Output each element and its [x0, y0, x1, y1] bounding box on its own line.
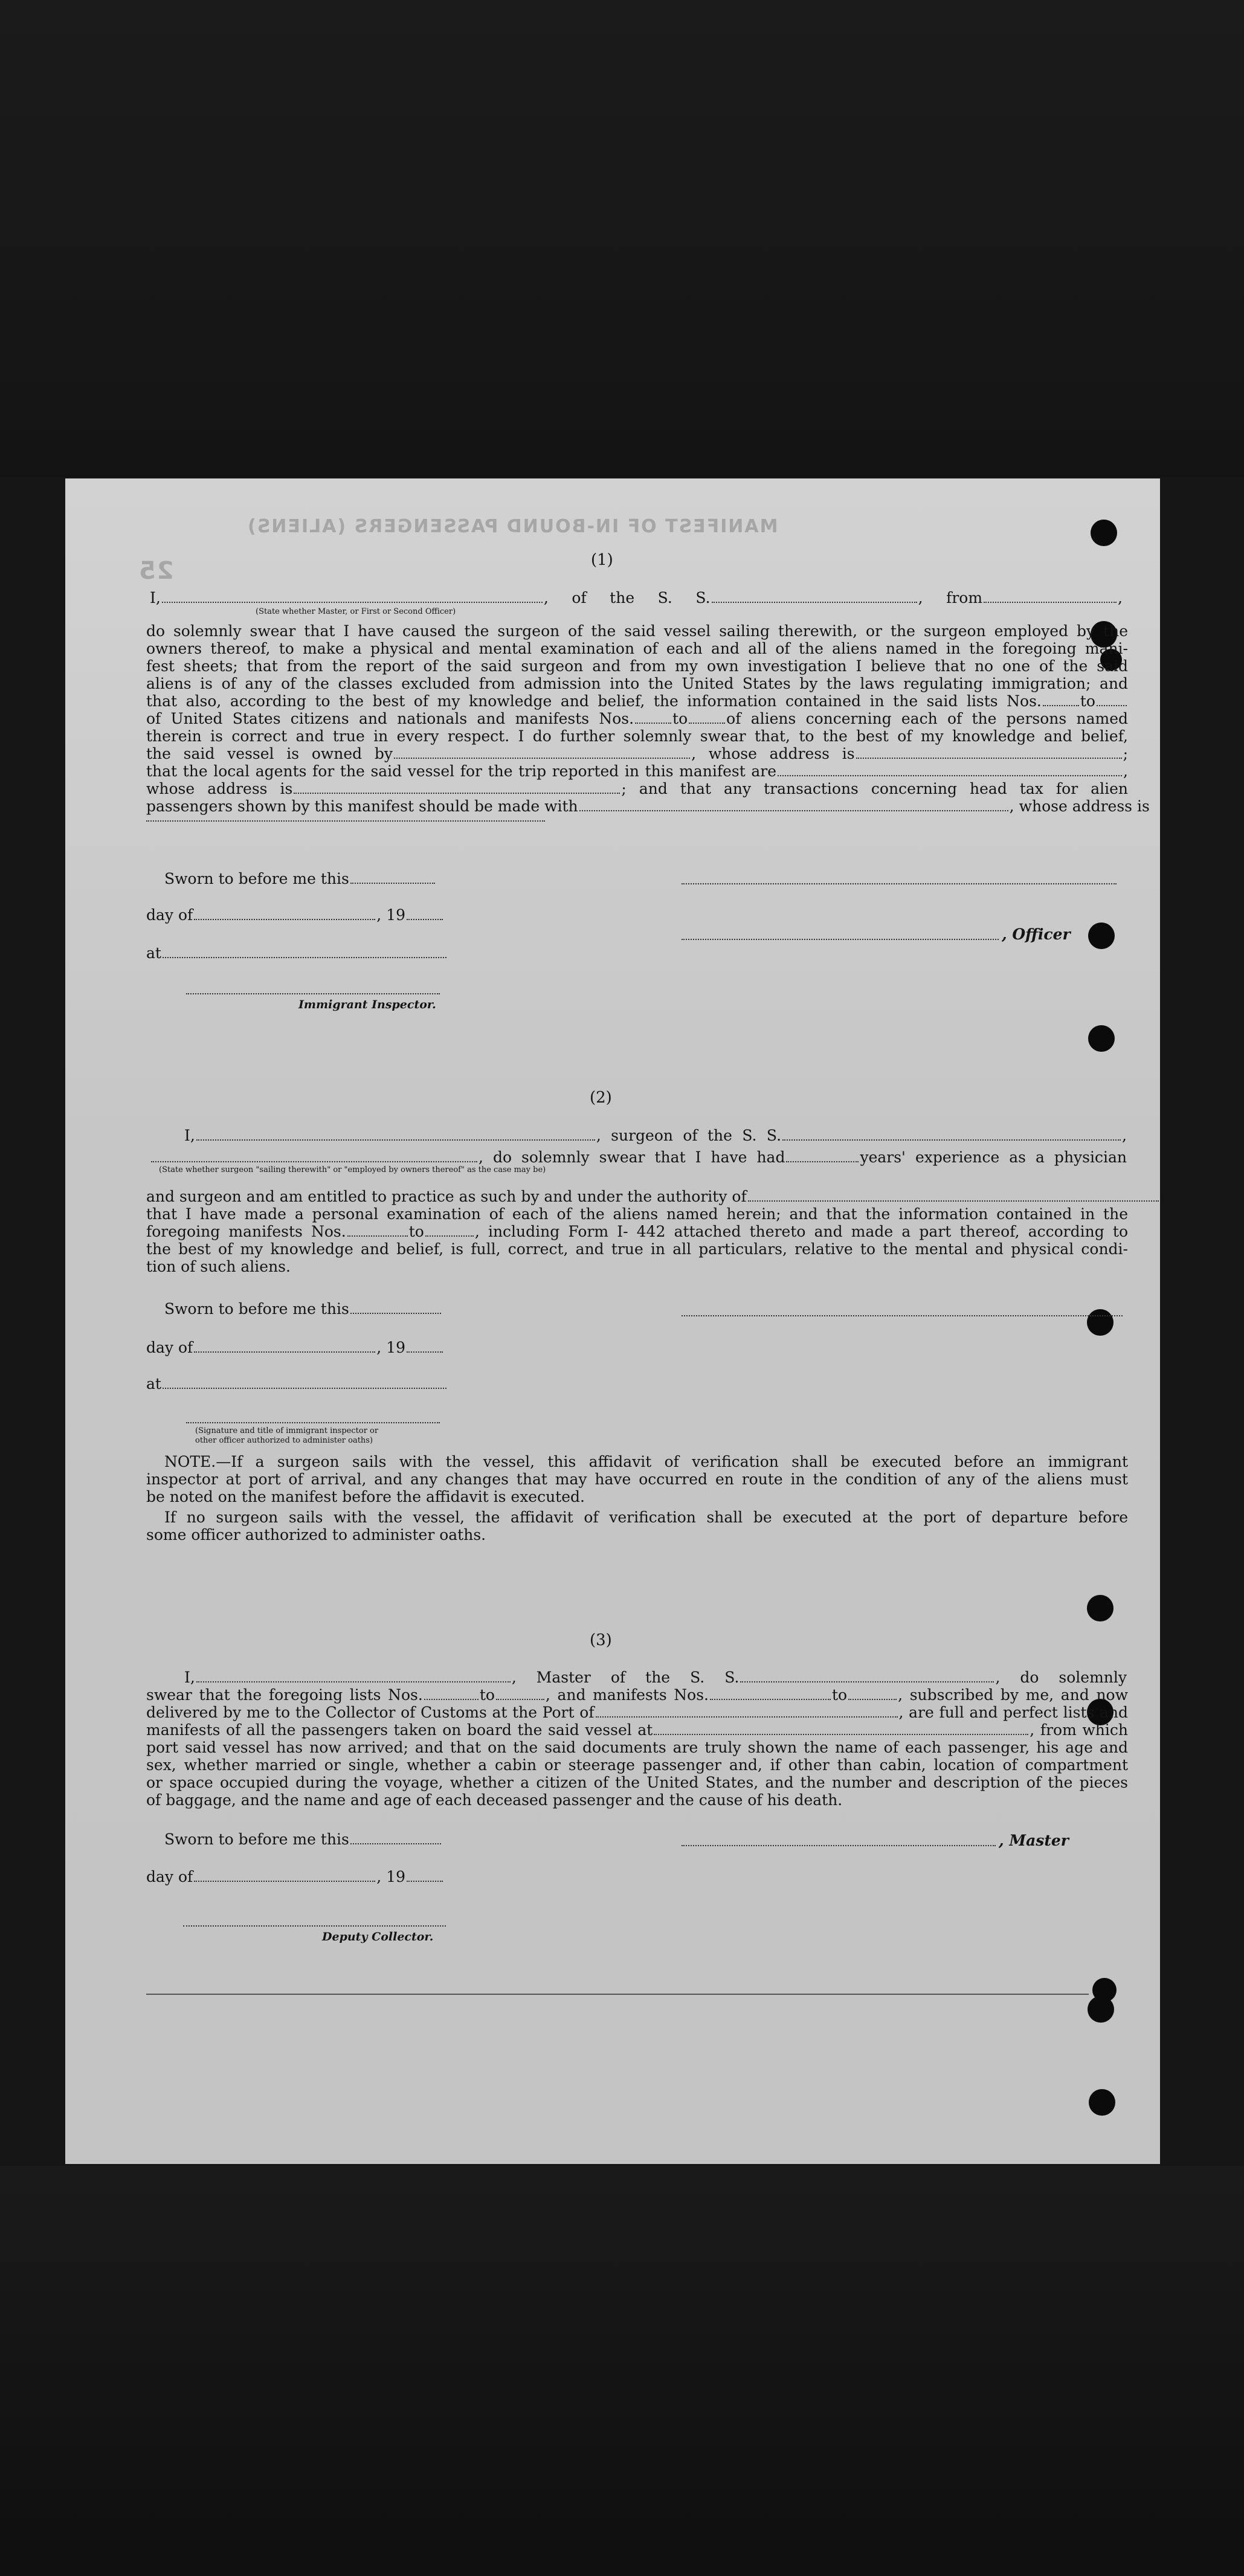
- section-2-note-line-2: inspector at port of arrival, and any changes that may have occurred en route in the condition of any of the aliens must: [146, 1470, 1128, 1488]
- section-1-line-5: aliens is of any of the classes excluded from admission into the United States by the laws regulating immigration; and: [146, 675, 1128, 692]
- section-2-note-line-3: be noted on the manifest before the affidavit is executed.: [146, 1488, 585, 1505]
- section-1-number: (1): [591, 551, 613, 569]
- section-1-line-1: I, , of the S. S. , from ,: [150, 589, 1123, 607]
- section-3-sworn: Sworn to before me this: [164, 1832, 442, 1847]
- section-2-signature-note-2: other officer authorized to administer oaths): [195, 1436, 373, 1445]
- section-2-note-line-4: If no surgeon sails with the vessel, the affidavit of verification shall be executed at the port of departure before: [164, 1509, 1128, 1526]
- punch-hole: [1091, 520, 1117, 546]
- section-1-at: at: [146, 945, 448, 961]
- section-1-blank-line: [146, 820, 545, 822]
- section-1-line-11: whose address is ; and that any transactions concerning head tax for alien: [146, 780, 1128, 797]
- section-2-line-3: and surgeon and am entitled to practice as such by and under the authority of ;: [146, 1188, 1165, 1205]
- section-1-line-12: passengers shown by this manifest should be made with , whose address is: [146, 797, 1150, 815]
- section-1-officer-note: (State whether Master, or First or Second Officer): [256, 607, 456, 616]
- section-2-inspector-signature-line: [186, 1422, 440, 1423]
- section-3-line-5: port said vessel has now arrived; and that on the said documents are truly shown the name of each passenger, his age and: [146, 1739, 1128, 1756]
- section-2-sworn: Sworn to before me this: [164, 1301, 442, 1316]
- section-3-line-3: delivered by me to the Collector of Customs at the Port of , are full and perfect lists and: [146, 1704, 1129, 1721]
- punch-hole: [1087, 1309, 1113, 1336]
- punch-hole: [1087, 1595, 1113, 1621]
- section-1-line-4: fest sheets; that from the report of the said surgeon and from my own investigation I believe that no one of the said: [146, 657, 1128, 675]
- section-2-line-4: that I have made a personal examination of each of the aliens named herein; and that the information contained in the: [146, 1205, 1128, 1223]
- section-3-day-of: day of , 19: [146, 1869, 444, 1884]
- section-3-line-2: swear that the foregoing lists Nos. to , and manifests Nos. to , subscribed by me, and now: [146, 1686, 1128, 1704]
- punch-hole: [1088, 1025, 1115, 1052]
- punch-hole: [1088, 923, 1115, 949]
- section-2-surgeon-note: (State whether surgeon "sailing therewith" or "employed by owners thereof" as the case may be): [159, 1165, 546, 1174]
- section-3-master-label: , Master: [999, 1832, 1069, 1849]
- section-2-line-2: , do solemnly swear that I have had years' experience as a physician: [150, 1150, 1127, 1165]
- bottom-divider-line: [146, 1994, 1089, 1995]
- section-1-officer-line: [682, 939, 999, 940]
- section-1-line-10: that the local agents for the said vessel for the trip reported in this manifest are ,: [146, 762, 1128, 780]
- bleed-through-header: MANIFEST OF IN-BOUND PASSENGERS (ALIENS): [247, 516, 778, 537]
- dark-background-top: [0, 0, 1244, 477]
- manifest-reverse-page: [65, 478, 1165, 2164]
- section-3-line-4: manifests of all the passengers taken on board the said vessel at , from which: [146, 1721, 1128, 1739]
- section-2-number: (2): [590, 1089, 612, 1107]
- section-3-line-7: or space occupied during the voyage, whether a citizen of the United States, and the number and description of the pieces: [146, 1774, 1128, 1791]
- punch-hole: [1089, 2089, 1115, 2116]
- section-1-officer-label: , Officer: [1002, 926, 1071, 943]
- section-3-line-1: I, , Master of the S. S. , do solemnly: [184, 1669, 1127, 1686]
- section-2-signature-note-1: (Signature and title of immigrant inspector or: [195, 1426, 379, 1435]
- section-2-day-of: day of , 19: [146, 1340, 444, 1355]
- section-3-line-6: sex, whether married or single, whether a cabin or steerage passenger and, if other than cabin, location of compartment: [146, 1756, 1128, 1774]
- section-2-line-7: tion of such aliens.: [146, 1258, 291, 1275]
- section-2-at: at: [146, 1376, 448, 1391]
- section-1-inspector-caption: Immigrant Inspector.: [298, 998, 436, 1011]
- section-1-sworn: Sworn to before me this: [164, 871, 436, 886]
- section-1-day-of: day of , 19: [146, 907, 444, 923]
- section-3-collector-caption: Deputy Collector.: [322, 1930, 434, 1943]
- section-2-line-6: the best of my knowledge and belief, is full, correct, and true in all particulars, relative to the mental and physical condi-: [146, 1240, 1128, 1258]
- section-2-surgeon-signature-line: [682, 1315, 1123, 1316]
- section-1-line-8: therein is correct and true in every respect. I do further solemnly swear that, to the best of my knowledge and belief,: [146, 727, 1128, 745]
- section-1-line-3: owners thereof, to make a physical and mental examination of each and all of the aliens named in the foregoing mani-: [146, 640, 1128, 657]
- section-1-line-6: that also, according to the best of my knowledge and belief, the information contained in the said lists Nos. to: [146, 694, 1128, 709]
- section-2-line-5: foregoing manifests Nos. to , including Form I- 442 attached thereto and made a part thereof, according to: [146, 1223, 1128, 1240]
- section-1-line-7: of United States citizens and nationals and manifests Nos. to of aliens concerning each of the persons named: [146, 710, 1128, 727]
- section-1-inspector-signature-line: [186, 993, 440, 994]
- dark-background-bottom: [0, 2166, 1244, 2576]
- section-1-officer-signature-line: [682, 883, 1117, 884]
- section-3-master-signature-line: [682, 1845, 996, 1846]
- bleed-through-number: 25: [138, 557, 174, 585]
- section-3-number: (3): [590, 1631, 612, 1649]
- section-1-line-9: the said vessel is owned by , whose address is ;: [146, 745, 1128, 762]
- section-1-line-2: do solemnly swear that I have caused the surgeon of the said vessel sailing therewith, or the surgeon employed by the: [146, 622, 1128, 640]
- section-2-line-1: I, , surgeon of the S. S. ,: [184, 1127, 1127, 1144]
- punch-hole: [1088, 1996, 1114, 2023]
- section-3-line-8: of baggage, and the name and age of each deceased passenger and the cause of his death.: [146, 1791, 843, 1809]
- section-2-note-line-1: NOTE.—If a surgeon sails with the vessel, this affidavit of verification shall be executed before an immigrant: [164, 1453, 1128, 1470]
- section-2-note-line-5: some officer authorized to administer oaths.: [146, 1526, 486, 1544]
- section-3-collector-signature-line: [183, 1925, 446, 1927]
